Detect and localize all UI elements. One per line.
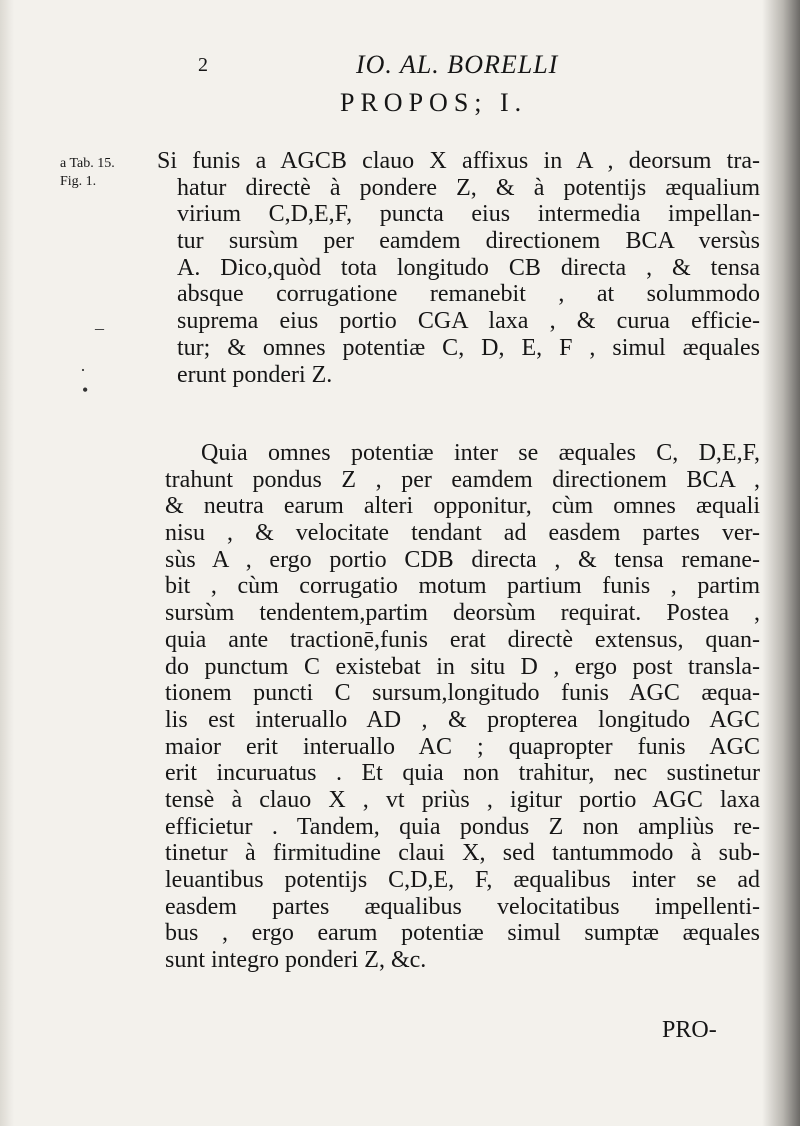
text-line: leuantibus potentijs C,D,E, F, æqualibus inter se ad — [165, 867, 760, 893]
proposition-statement — [157, 148, 760, 388]
text-line: tinetur à firmitudine claui X, sed tantummodo à sub- — [165, 840, 760, 867]
margin-note-line: a Tab. 15. — [60, 156, 115, 171]
page-edge-shadow — [762, 0, 800, 1126]
margin-mark: – — [95, 318, 104, 338]
text-line: Quia omnes potentiæ inter se æquales C, D,E,F, — [201, 440, 760, 466]
page-number: 2 — [198, 54, 208, 76]
text-line: easdem partes æqualibus velocitatibus impellenti- — [165, 893, 760, 920]
text-line: suprema eius portio CGA laxa , & curua efficie- — [177, 308, 760, 335]
text-line: trahunt pondus Z , per eamdem directionem BCA , — [165, 466, 760, 493]
text-line: tensè à clauo X , vt priùs , igitur portio AGC laxa — [165, 786, 760, 813]
text-line: bit , cùm corrugatio motum partium funis , partim — [165, 573, 760, 600]
margin-mark: · — [80, 360, 86, 380]
margin-mark: • — [82, 380, 89, 400]
catchword: PRO- — [662, 1017, 717, 1043]
text-line: erit incuruatus . Et quia non trahitur, nec sustinetur — [165, 760, 760, 787]
text-line: virium C,D,E,F, puncta eius intermedia impellan- — [177, 201, 760, 228]
text-line: quia ante tractionē,funis erat directè extensus, quan- — [165, 626, 760, 653]
proposition-title: PROPOS; I. — [340, 88, 528, 117]
margin-note-line: Fig. 1. — [60, 174, 97, 189]
text-line: nisu , & velocitate tendant ad easdem partes ver- — [165, 520, 760, 547]
text-line: hatur directè à pondere Z, & à potentijs æqualium — [177, 174, 760, 201]
text-line: sunt integro ponderi Z, &c. — [165, 947, 427, 974]
text-line: sùs A , ergo portio CDB directa , & tensa remane- — [165, 546, 760, 573]
text-line: bus , ergo earum potentiæ simul sumptæ æquales — [165, 920, 760, 947]
page-gutter-shadow — [0, 0, 14, 1126]
text-line: tur sursùm per eamdem directionem BCA versùs — [177, 228, 760, 255]
text-line: efficietur . Tandem, quia pondus Z non ampliùs re- — [165, 813, 760, 840]
running-head-author: IO. AL. BORELLI — [356, 50, 559, 79]
text-line: lis est interuallo AD , & propterea longitudo AGC — [165, 706, 760, 733]
text-line: absque corrugatione remanebit , at solummodo — [177, 281, 760, 308]
text-line: tur; & omnes potentiæ C, D, E, F , simul æquales — [177, 334, 760, 361]
text-line: Si funis a AGCB clauo X affixus in A , deorsum tra- — [157, 148, 760, 174]
text-line: tionem puncti C sursum,longitudo funis AGC æqua- — [165, 680, 760, 707]
text-line: do punctum C existebat in situ D , ergo post translа- — [165, 653, 760, 680]
text-line: & neutra earum alteri opponitur, cùm omnes æquali — [165, 493, 760, 520]
text-line: sursùm tendentem,partim deorsùm requirat. Postea , — [165, 600, 760, 627]
text-line: erunt ponderi Z. — [177, 361, 333, 388]
demonstration — [165, 440, 760, 974]
text-line: A. Dico,quòd tota longitudo CB directa , & tensa — [177, 254, 760, 281]
text-line: maior erit interuallo AC ; quapropter funis AGC — [165, 733, 760, 760]
running-head — [198, 50, 618, 84]
margin-note — [60, 155, 115, 191]
